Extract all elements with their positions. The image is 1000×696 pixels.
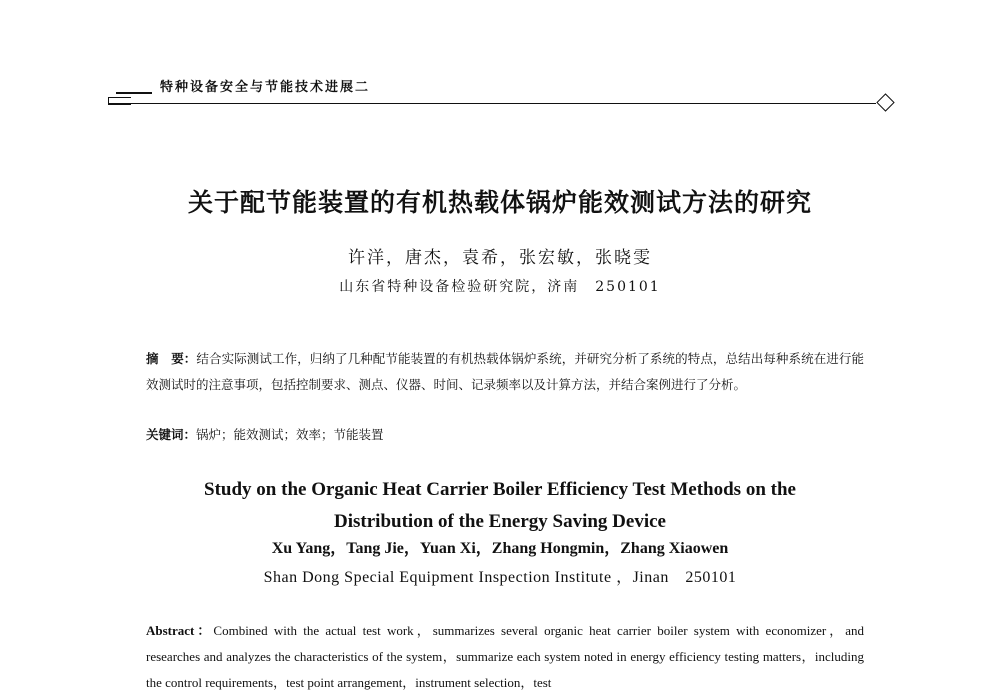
paper-title-cn: 关于配节能装置的有机热载体锅炉能效测试方法的研究 bbox=[187, 188, 812, 217]
paper-title-en-line1: Study on the Organic Heat Carrier Boiler Efficiency Test Methods on the bbox=[204, 479, 796, 500]
abstract-cn bbox=[146, 346, 864, 398]
keywords-cn bbox=[146, 425, 864, 443]
authors-cn: 许洋，唐杰，袁希，张宏敏，张晓雯 bbox=[348, 248, 652, 268]
authors-en: Xu Yang，Tang Jie，Yuan Xi，Zhang Hongmin，Zhang Xiaowen bbox=[271, 540, 729, 557]
abstract-en bbox=[146, 618, 864, 696]
paper-title-en-line2: Distribution of the Energy Saving Device bbox=[334, 511, 666, 532]
abstract-cn-text: 结合实际测试工作，归纳了几种配节能装置的有机热载体锅炉系统，并研究分析了系统的特点，总结出每种系统在进行能效测试时的注意事项，包括控制要求、测点、仪器、时间、记录频率以及计算方法，并结合案例进行了分析。 bbox=[146, 351, 864, 392]
header-rule-short bbox=[116, 92, 152, 94]
keywords-cn-label: 关键词： bbox=[146, 427, 197, 442]
affiliation-cn: 山东省特种设备检验研究院，济南 250101 bbox=[339, 279, 661, 295]
paper-title-en bbox=[0, 474, 1000, 538]
abstract-en-text: Combined with the actual test work，summarizes several organic heat carrier boiler system with economizer，and researches and analyzes the characteristics of the system，summarize each system noted in energy efficiency testing matters，including the control requirements，test point arrangement，instrument selection，test bbox=[146, 623, 864, 690]
header-rule-long bbox=[108, 103, 876, 104]
diamond-icon bbox=[876, 93, 894, 111]
abstract-en-label: Abstract： bbox=[146, 623, 214, 638]
keywords-cn-text: 锅炉；能效测试；效率；节能装置 bbox=[196, 427, 384, 442]
abstract-cn-label: 摘 要： bbox=[146, 351, 197, 366]
series-title: 特种设备安全与节能技术进展二 bbox=[160, 80, 371, 95]
affiliation-en: Shan Dong Special Equipment Inspection Institute ，Jinan 250101 bbox=[263, 569, 737, 586]
